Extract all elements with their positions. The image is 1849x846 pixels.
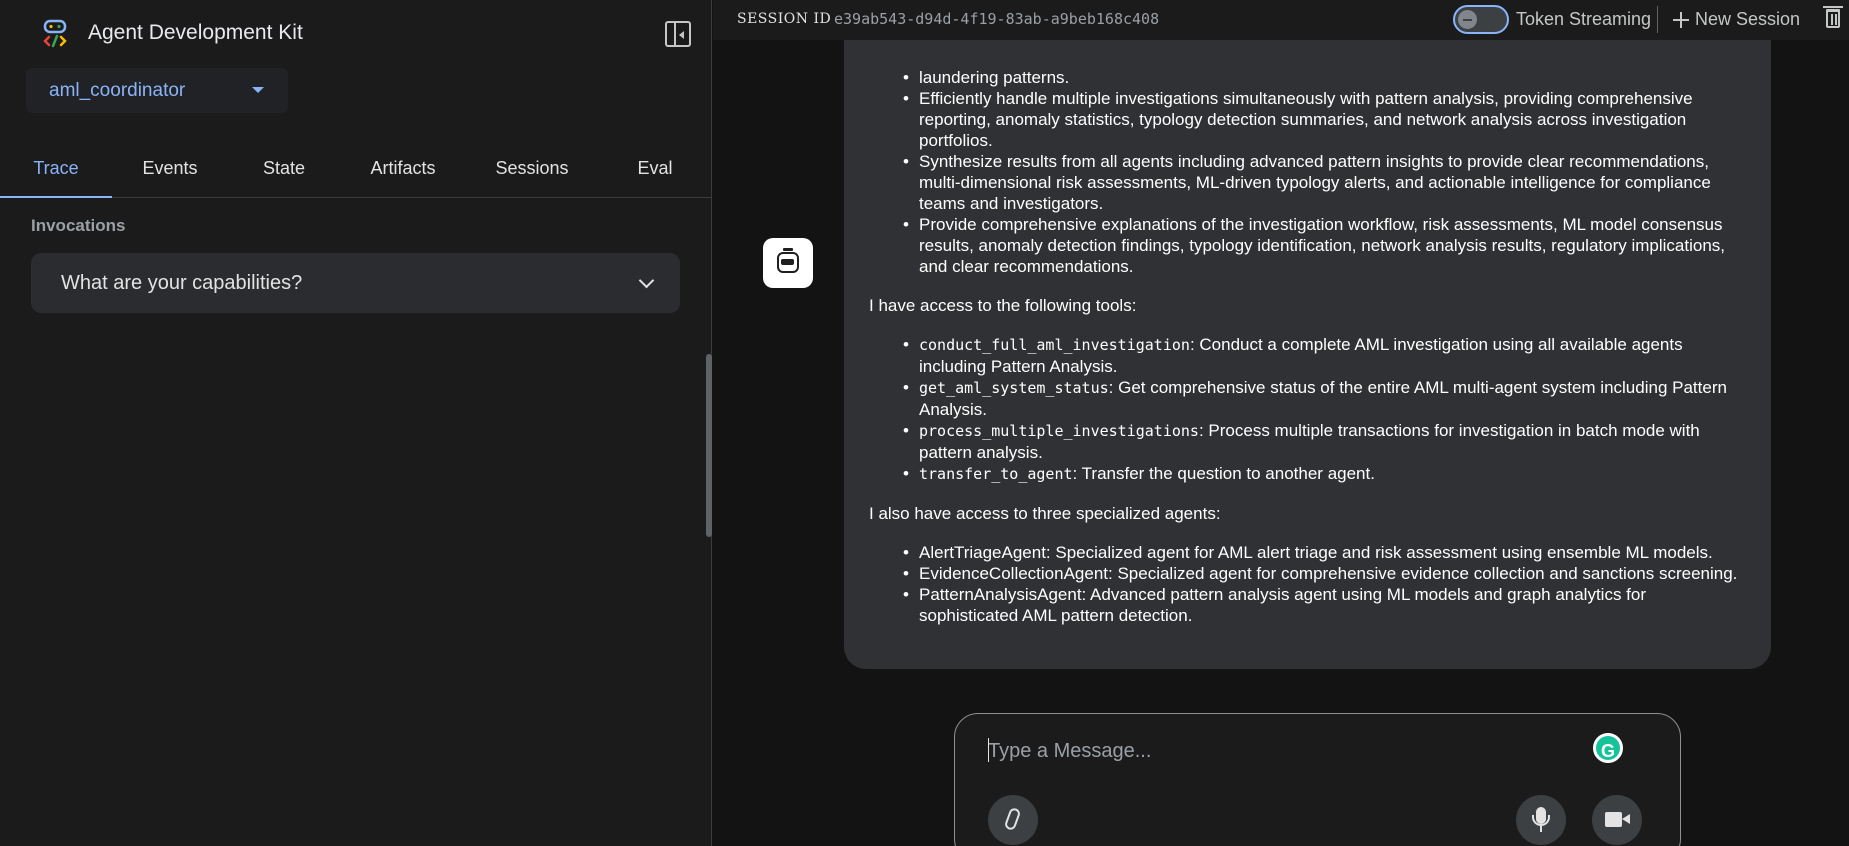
list-item-text: Provide comprehensive explanations of the investigation workflow, risk assessments, ML model consensus results, anomaly detection findings, typology identification, network analysis results, regulatory implications, and clear recommendations. [919,215,1726,276]
list-item [919,214,1747,277]
robot-icon [777,252,799,273]
tool-desc: : Conduct a complete AML investigation using all available agents including Pattern Analysis. [919,335,1683,376]
tab-trace[interactable]: Trace [0,148,112,198]
agent-item-text: EvidenceCollectionAgent: Specialized agent for comprehensive evidence collection and sanctions screening. [919,564,1738,583]
list-item-text: Efficiently handle multiple investigations simultaneously with pattern analysis, providing comprehensive reporting, anomaly statistics, typology detection summaries, and network analysis across investigation portfolios. [919,89,1693,150]
invocation-text: What are your capabilities? [61,271,303,294]
tool-desc: : Process multiple transactions for investigation in batch mode with pattern analysis. [919,421,1700,462]
microphone-button[interactable] [1516,795,1566,845]
sidebar-scrollbar[interactable] [706,354,712,537]
list-item-text: Synthesize results from all agents including advanced pattern insights to provide clear recommendations, multi-dimensional risk assessments, ML-driven typology alerts, and actionable intelligence for compliance teams and investigators. [919,152,1711,213]
video-camera-icon [1605,812,1622,827]
sidebar-tabs [0,148,712,198]
tab-state[interactable]: State [262,158,306,178]
invocations-heading: Invocations [31,216,126,235]
tab-events[interactable]: Events [142,158,198,178]
token-streaming-label: Token Streaming [1516,9,1652,29]
bot-avatar [763,238,813,288]
message-input[interactable] [988,736,1548,766]
tab-artifacts[interactable]: Artifacts [370,158,436,178]
brand-title: Agent Development Kit [88,21,303,44]
chat-panel [713,0,1849,846]
video-button[interactable] [1592,795,1642,845]
tool-name: transfer_to_agent [919,465,1073,483]
tool-item [919,377,1747,420]
attach-button[interactable] [988,795,1038,845]
tool-item [919,334,1747,377]
tools-list [869,334,1747,485]
agent-item-text: PatternAnalysisAgent: Advanced pattern analysis agent using ML models and graph analytics for sophisticated AML pattern detection. [919,585,1647,625]
agent-item-text: AlertTriageAgent: Specialized agent for AML alert triage and risk assessment using ensemble ML models. [919,543,1713,562]
message-composer [954,713,1681,846]
list-item-text: laundering patterns. [919,68,1070,87]
agents-intro: I also have access to three specialized agents: [869,504,1221,523]
agent-select-value: aml_coordinator [49,79,186,101]
microphone-icon [1536,807,1546,824]
sidebar [0,0,712,846]
agent-select[interactable] [26,68,288,113]
invocation-item[interactable] [31,253,680,313]
text-cursor [988,738,989,762]
brand [40,18,303,48]
session-id-label: SESSION ID [737,11,832,27]
agent-item [919,563,1747,584]
paperclip-icon [1004,807,1022,831]
session-header [713,0,1849,40]
tools-intro: I have access to the following tools: [869,296,1137,315]
agents-list [869,542,1747,626]
list-item [919,151,1747,214]
plus-icon [1673,12,1689,28]
token-streaming-toggle[interactable] [1453,5,1509,34]
agent-message [844,0,1771,669]
agent-item [919,542,1747,563]
adk-logo-icon [40,18,70,48]
capabilities-list [869,67,1747,277]
tool-name: get_aml_system_status [919,379,1109,397]
session-id-value: e39ab543-d94d-4f19-83ab-a9beb168c408 [834,10,1160,28]
tool-item [919,463,1747,485]
tool-item [919,420,1747,463]
tool-name: conduct_full_aml_investigation [919,336,1190,354]
new-session-button[interactable] [1673,9,1800,30]
toggle-knob [1458,10,1477,29]
tab-eval[interactable]: Eval [637,158,673,178]
grammarly-icon[interactable]: G [1593,733,1623,763]
tool-desc: : Get comprehensive status of the entire AML multi-agent system including Pattern Analysis. [919,378,1727,419]
tool-desc: : Transfer the question to another agent. [1072,464,1375,483]
tool-name: process_multiple_investigations [919,422,1199,440]
tab-sessions[interactable]: Sessions [495,158,569,178]
list-item-continued [919,67,1747,88]
delete-session-icon[interactable] [1826,9,1840,28]
caret-down-icon [252,87,264,93]
collapse-sidebar-icon[interactable] [665,21,691,47]
list-item [919,88,1747,151]
new-session-label: New Session [1695,9,1801,29]
agent-item [919,584,1747,626]
chevron-down-icon [639,273,655,289]
divider [1657,6,1658,33]
